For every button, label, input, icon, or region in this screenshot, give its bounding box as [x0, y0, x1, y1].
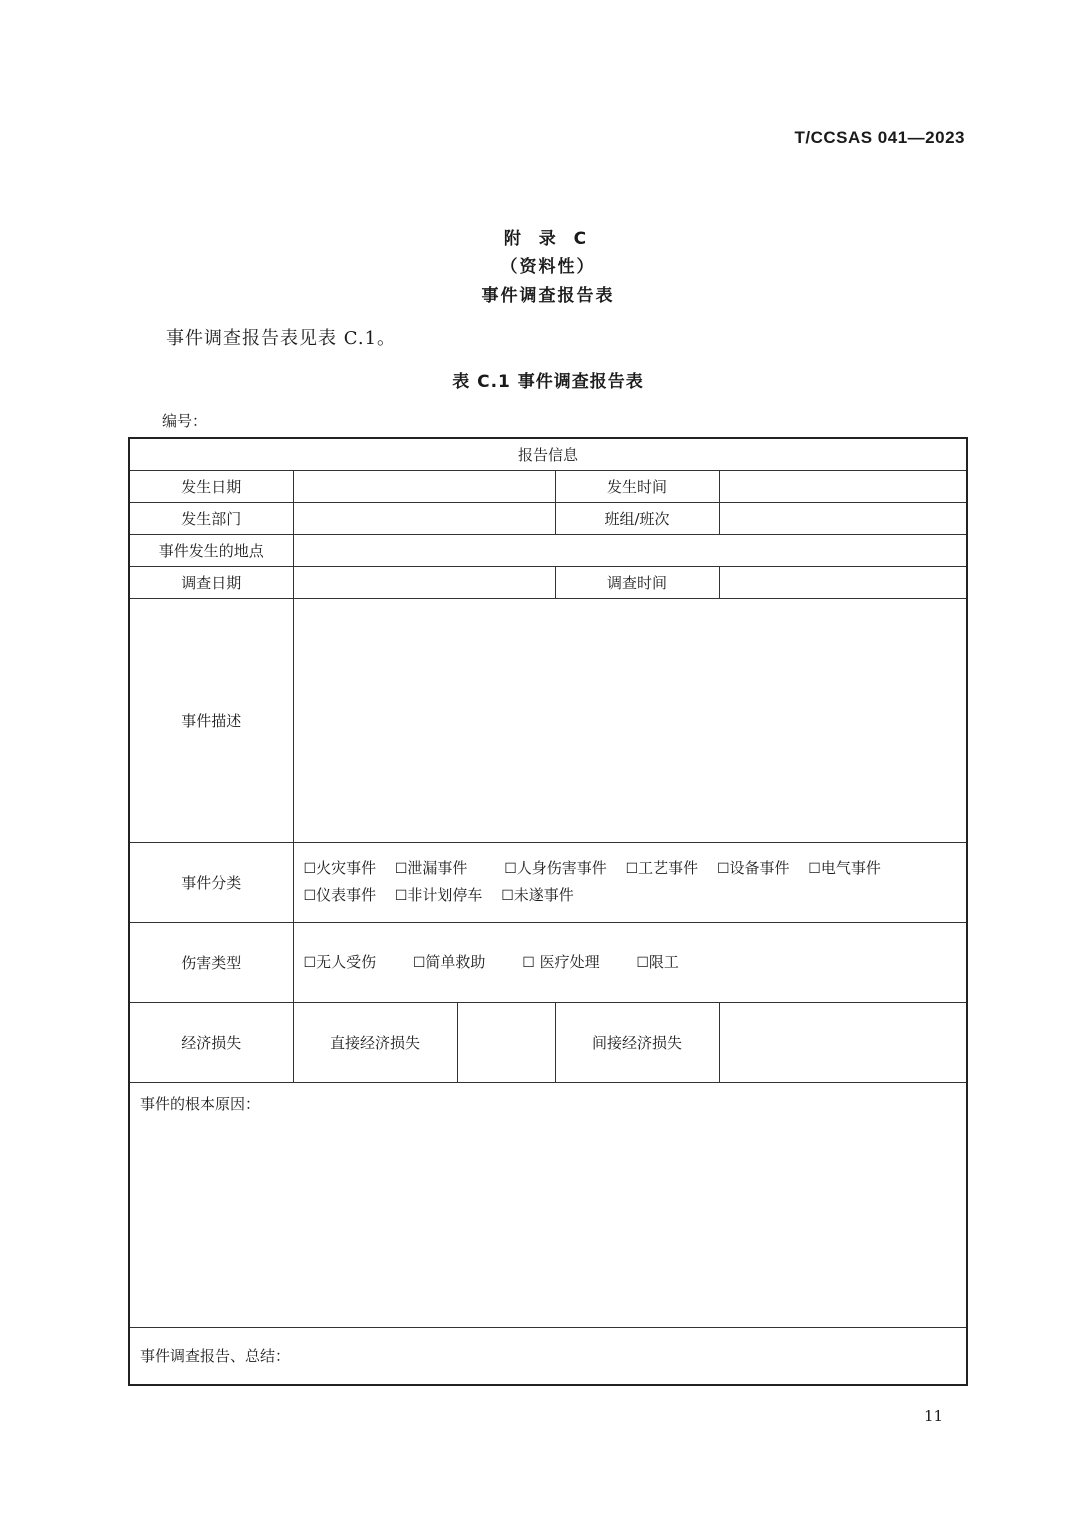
intro-text: 事件调查报告表见表 C.1。 — [166, 328, 397, 349]
shift-field[interactable] — [719, 502, 967, 534]
injury-options — [293, 922, 967, 1002]
department-label: 发生部门 — [129, 502, 293, 534]
location-field[interactable] — [293, 534, 967, 566]
occur-time-field[interactable] — [719, 470, 967, 502]
page-number: 11 — [924, 1407, 944, 1425]
category-option[interactable]: ☐设备事件 — [716, 859, 790, 877]
checkbox-icon[interactable]: ☐ — [303, 954, 317, 971]
checkbox-icon[interactable]: ☐ — [394, 861, 408, 877]
category-option[interactable]: ☐火灾事件 — [303, 859, 377, 877]
investigate-date-field[interactable] — [293, 566, 555, 598]
root-cause-field[interactable] — [129, 1082, 967, 1327]
loss-label: 经济损失 — [129, 1002, 293, 1082]
checkbox-icon[interactable]: ☐ — [636, 954, 649, 971]
category-option[interactable]: ☐非计划停车 — [394, 886, 483, 904]
checkbox-icon[interactable]: ☐ — [716, 861, 730, 877]
injury-option[interactable]: ☐无人受伤 — [303, 952, 377, 971]
root-cause-label: 事件的根本原因： — [140, 1094, 261, 1113]
section-title: 报告信息 — [129, 438, 967, 470]
direct-loss-field[interactable] — [457, 1002, 555, 1082]
investigate-time-label: 调查时间 — [555, 566, 719, 598]
checkbox-icon[interactable]: ☐ — [303, 861, 317, 877]
checkbox-icon[interactable]: ☐ — [303, 888, 317, 904]
checkbox-icon[interactable]: ☐ — [522, 954, 535, 971]
checkbox-icon[interactable]: ☐ — [412, 954, 426, 971]
occur-date-field[interactable] — [293, 470, 555, 502]
checkbox-icon[interactable]: ☐ — [501, 888, 514, 904]
checkbox-icon[interactable]: ☐ — [625, 861, 639, 877]
description-field[interactable] — [293, 598, 967, 842]
category-option[interactable]: ☐人身伤害事件 — [504, 859, 607, 877]
occur-time-label: 发生时间 — [555, 470, 719, 502]
investigate-time-field[interactable] — [719, 566, 967, 598]
category-option[interactable]: ☐泄漏事件 — [394, 859, 468, 877]
summary-field[interactable] — [129, 1327, 967, 1385]
category-option[interactable]: ☐电气事件 — [808, 859, 881, 877]
standard-code: T/CCSAS 041—2023 — [794, 128, 965, 147]
appendix-title: 事件调查报告表 — [481, 286, 615, 306]
category-options — [293, 842, 967, 922]
investigate-date-label: 调查日期 — [129, 566, 293, 598]
category-option[interactable]: ☐仪表事件 — [303, 886, 377, 904]
table-caption: 表 C.1 事件调查报告表 — [452, 372, 644, 392]
direct-loss-label: 直接经济损失 — [293, 1002, 457, 1082]
checkbox-icon[interactable]: ☐ — [808, 861, 821, 877]
occur-date-label: 发生日期 — [129, 470, 293, 502]
checkbox-icon[interactable]: ☐ — [394, 888, 408, 904]
shift-label: 班组/班次 — [555, 502, 719, 534]
number-label: 编号： — [162, 412, 208, 430]
category-option[interactable]: ☐未遂事件 — [501, 886, 574, 904]
injury-option[interactable]: ☐限工 — [636, 952, 679, 971]
indirect-loss-label: 间接经济损失 — [555, 1002, 719, 1082]
department-field[interactable] — [293, 502, 555, 534]
injury-option[interactable]: ☐ 医疗处理 — [522, 952, 600, 971]
injury-option[interactable]: ☐简单救助 — [412, 952, 486, 971]
description-label: 事件描述 — [129, 598, 293, 842]
appendix-type: （资料性） — [500, 257, 596, 277]
injury-label: 伤害类型 — [129, 922, 293, 1002]
location-label: 事件发生的地点 — [129, 534, 293, 566]
indirect-loss-field[interactable] — [719, 1002, 967, 1082]
incident-report-form — [128, 437, 968, 1386]
category-label: 事件分类 — [129, 842, 293, 922]
summary-label: 事件调查报告、总结： — [140, 1347, 291, 1366]
appendix-label: 附 录 C — [503, 229, 593, 249]
checkbox-icon[interactable]: ☐ — [504, 861, 517, 877]
category-option[interactable]: ☐工艺事件 — [625, 859, 699, 877]
